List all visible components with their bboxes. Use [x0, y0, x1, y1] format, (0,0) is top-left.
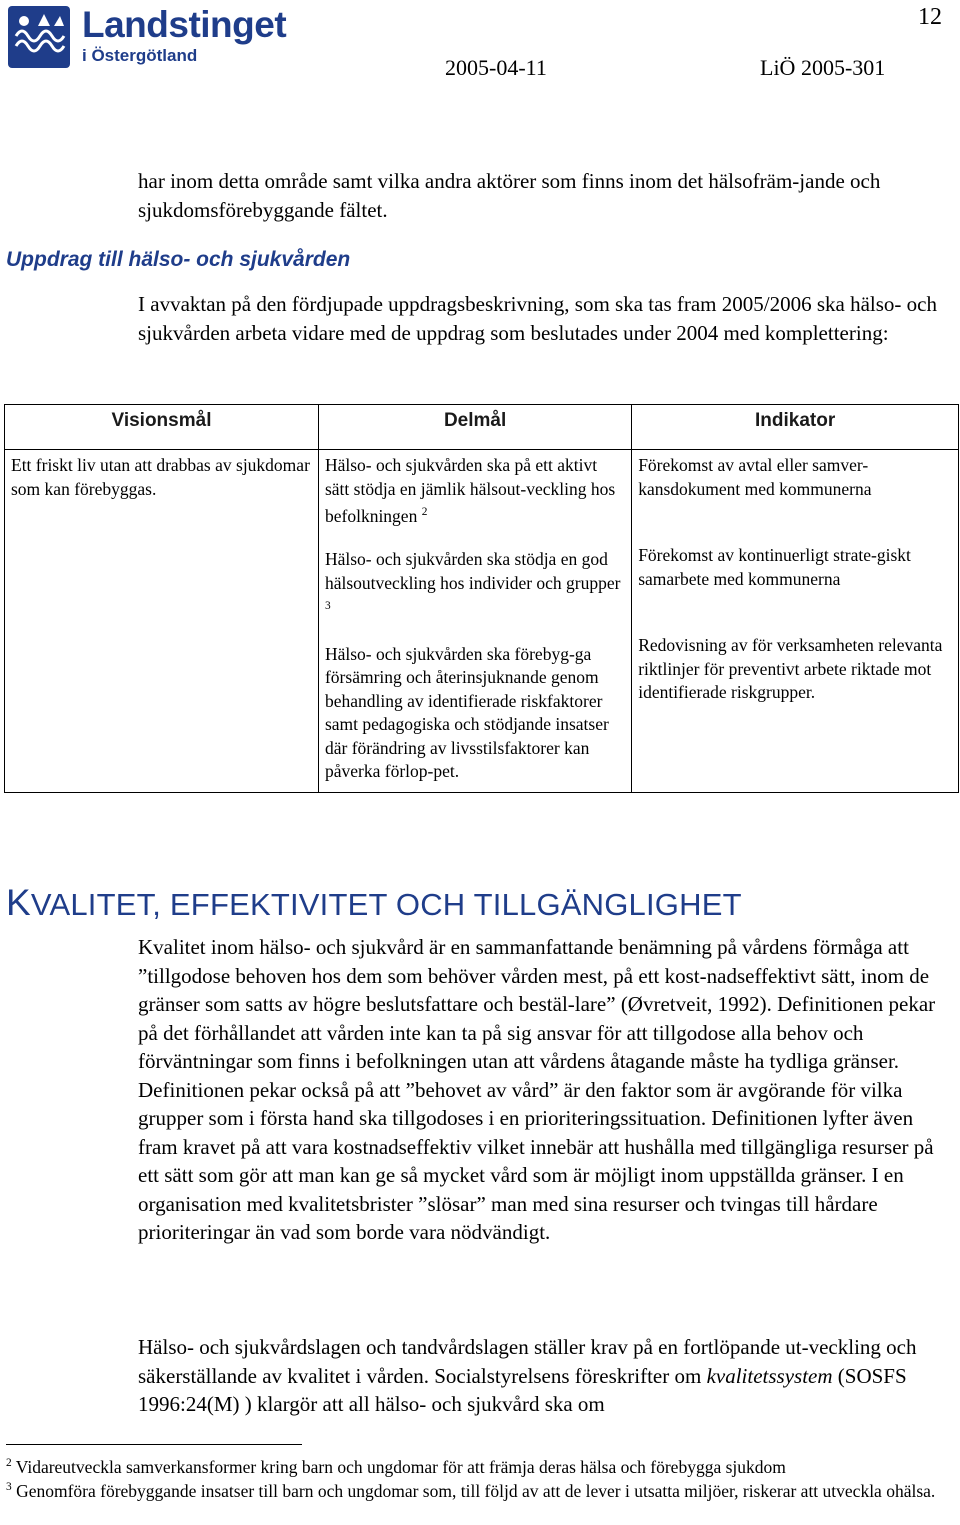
goals-table	[4, 404, 959, 793]
delmal-item	[325, 548, 625, 622]
delmal-text: Hälso- och sjukvården ska på ett aktivt sätt stödja en jämlik hälsout-veckling hos befolkningen	[324, 455, 616, 526]
document-reference: LiÖ 2005-301	[760, 55, 886, 80]
header-delmal: Delmål	[318, 405, 631, 450]
footnote-ref: 2	[421, 506, 428, 518]
delmal-cell	[318, 450, 631, 793]
logo-subtitle: i Östergötland	[82, 46, 198, 65]
section-paragraph-uppdrag: I avvaktan på den fördjupade uppdragsbeskrivning, som ska tas fram 2005/2006 ska hälso- och sjukvården arbeta vidare med de uppdrag som beslutades under 2004 med komplettering:	[138, 292, 937, 345]
footnote	[6, 1452, 951, 1478]
delmal-item	[325, 454, 625, 528]
landstinget-logo	[4, 2, 304, 72]
footnote-ref: 3	[324, 600, 331, 613]
paragraph-italic-term: kvalitetssystem	[706, 1363, 833, 1388]
logo-title: Landstinget	[82, 4, 287, 45]
paragraph-text: (SOSFS 1996:24(M) ) klargör att all hälso- och sjukvård ska om	[138, 1363, 907, 1416]
footnote-divider	[6, 1444, 302, 1445]
indikator-cell	[632, 450, 959, 793]
footnote-number: 3	[6, 1481, 12, 1493]
kvalitet-paragraph-1: Kvalitet inom hälso- och sjukvård är en sammanfattande benämning på vårdens förmåga att ”tillgodose behoven hos dem som behöver vården mest, på ett kost-nadseffektivt sätt, inom de gränser som satts av högre beslutsfattare och bestäl-lare” (Øvretveit, 1992). Definitionen pekar på det förhållandet att vården inte kan ta på sig ansvar för att tillgodose alla behov och förväntningar som finns i befolkningen utan att vårdens åtagande måste ha tydliga gränser. Definitionen pekar också på att ”behovet av vård” är den faktor som är avgörande för vilka grupper som i första hand ska tillgodoses i en prioriteringssituation. Definitionen lyfter även fram kravet på att vara kostnadseffektiv vilket innebär att hushålla med tillgängliga resurser på ett sätt som gör att man kan ge så mycket vård som är möjligt inom uppställda gränser. I en organisation med kvalitetsbrister ”slösar” man med sina resurser och tvingas till hårdare prioriteringar än vad som borde vara nödvändigt.	[138, 935, 936, 1244]
indikator-item: Förekomst av avtal eller samver-kansdokument med kommunerna	[638, 455, 872, 499]
vision-text: Ett friskt liv utan att drabbas av sjukdomar som kan förebyggas.	[11, 455, 310, 499]
indikator-item: Redovisning av för verksamheten relevanta riktlinjer för preventivt arbete riktade mot identifierade riskgrupper.	[638, 635, 943, 702]
footnote-number: 2	[6, 1457, 12, 1469]
document-date: 2005-04-11	[445, 55, 547, 80]
paragraph-text: Hälso- och sjukvårdslagen och tandvårdslagen ställer krav på en fortlöpande ut-veckling och säkerställande av kvalitet i vården. Socialstyrelsens föreskrifter om	[138, 1335, 917, 1388]
intro-paragraph: har inom detta område samt vilka andra aktörer som finns inom det hälsofräm-jande och sjukdomsförebyggande fältet.	[138, 169, 881, 222]
vision-cell	[5, 450, 319, 793]
indikator-item: Förekomst av kontinuerligt strate-giskt samarbete med kommunerna	[638, 545, 911, 589]
header-indikator: Indikator	[632, 405, 959, 450]
heading-rest: VALITET, EFFEKTIVITET OCH TILLGÄNGLIGHET	[30, 887, 742, 922]
table-header-row	[5, 405, 959, 450]
logo-emblem-icon	[8, 6, 70, 68]
page-number: 12	[918, 4, 942, 30]
section-heading-uppdrag: Uppdrag till hälso- och sjukvården	[6, 248, 351, 271]
footnote	[6, 1476, 951, 1502]
table-row	[5, 450, 959, 793]
footnote-text: Genomföra förebyggande insatser till barn och ungdomar som, till följd av att de lever i utsatta miljöer, riskerar att utveckla ohälsa.	[16, 1480, 936, 1501]
kvalitet-paragraph-2	[138, 1333, 938, 1419]
heading-initial: K	[6, 882, 31, 923]
delmal-text: Hälso- och sjukvården ska stödja en god hälsoutveckling hos individer och grupper	[324, 549, 621, 593]
delmal-text: Hälso- och sjukvården ska förebyg-ga försämring och återinsjuknande genom behandling av identifierade riskfaktorer samt pedagogiska och stödjande insatser där förändring av livsstilsfaktorer kan påverka förlop-pet.	[324, 643, 609, 782]
section-heading-kvalitet	[6, 882, 742, 924]
footnote-text: Vidareutveckla samverkansformer kring barn och ungdomar för att främja deras hälsa och förebygga sjukdom	[15, 1456, 786, 1477]
header-visionsmal: Visionsmål	[5, 405, 319, 450]
delmal-item	[325, 643, 625, 784]
